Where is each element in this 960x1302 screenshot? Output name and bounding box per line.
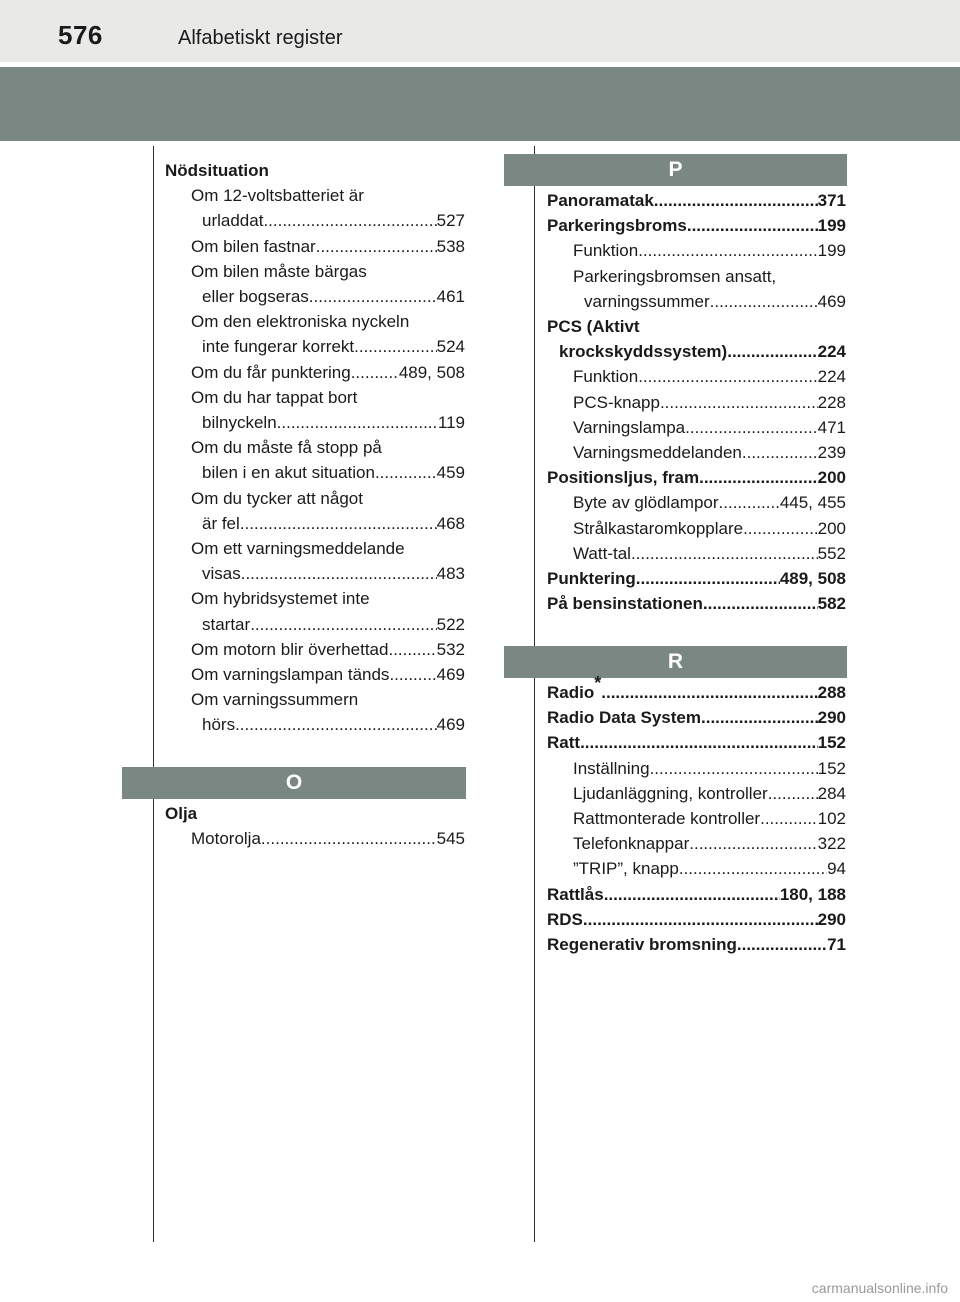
header-bar [0,0,960,62]
section-header-p: P [504,154,847,186]
entry-text: På bensinstationen [547,594,703,614]
page-reference: 119 [437,413,465,432]
page-reference: 545 [436,829,465,849]
right-column-rule [534,146,535,1242]
entry-text: Om ett varningsmeddelande [191,539,405,558]
page-reference: 469 [436,715,465,735]
footnote-marker: * [594,673,602,694]
page-reference: 538 [436,236,465,256]
leader-dots [689,833,817,855]
page-reference: 200 [817,468,846,488]
page-reference: 371 [817,191,846,210]
entry-text: Radio* [547,673,602,702]
leader-dots [604,884,780,906]
leader-dots [710,291,818,313]
index-entry [547,316,846,338]
page-reference: 527 [436,211,465,231]
leader-dots [277,412,438,434]
entry-text: Om du har tappat bort [191,387,358,407]
leader-dots [241,563,437,585]
page-reference: 224 [817,342,846,362]
index-entry [191,538,465,560]
index-entry [202,563,465,585]
leader-dots [583,909,818,931]
index-entry [573,266,846,288]
index-entry [547,934,846,956]
index-entry [547,884,846,906]
leader-dots [703,593,818,615]
leader-dots [687,215,818,237]
leader-dots [388,639,436,661]
leader-dots [389,664,436,686]
section-header-o: O [122,767,466,799]
entry-text: Parkeringsbromsen ansatt, [573,266,777,286]
index-entry [547,467,846,489]
page-reference: 461 [436,287,465,306]
header-band [0,67,960,141]
leader-dots [679,858,827,880]
page-number: 576 [58,20,103,50]
entry-text: Regenerativ bromsning [547,935,737,954]
entry-text: ”TRIP”, knapp [573,859,679,879]
entry-text: Varningslampa [573,417,686,437]
page-reference: 459 [436,463,465,483]
page-reference: 199 [817,216,846,236]
entry-text: Om du tycker att något [191,488,363,508]
index-entry [202,210,465,232]
page-reference: 468 [436,513,465,533]
page-reference: 532 [436,639,465,659]
leader-dots [309,286,437,308]
page-reference: 469 [436,665,465,684]
page-reference: 228 [817,392,846,412]
index-entry [584,291,846,313]
page-reference: 71 [827,935,846,954]
index-entry [547,732,846,754]
page-reference: 445, 455 [779,493,846,513]
leader-dots [250,614,436,636]
leader-dots [638,240,817,262]
index-entry [573,518,846,540]
entry-text: Rattmonterade kontroller [573,809,761,828]
leader-dots [727,341,817,363]
leader-dots [601,682,817,704]
entry-text: Om hybridsystemet inte [191,589,370,609]
index-entry [547,593,846,615]
leader-dots [660,392,818,414]
leader-dots [375,462,437,484]
page-reference: 224 [817,367,846,387]
entry-text: krockskyddssystem) [559,342,728,362]
index-entry [191,185,465,207]
index-entry [202,462,465,484]
index-entry [191,311,465,333]
entry-text: Watt-tal [573,543,631,563]
entry-text: Varningsmeddelanden [573,443,742,462]
entry-text: Nödsituation [165,161,269,180]
entry-text: Telefonknappar [573,834,690,854]
leader-dots [654,190,818,212]
leader-dots [316,236,437,258]
entry-text: inte fungerar korrekt [202,337,355,357]
entry-text: Radio Data System [547,708,701,728]
index-entry [547,215,846,237]
page-reference: 471 [817,417,846,437]
entry-text: Om motorn blir överhettad [191,639,389,659]
entry-text: Panoramatak [547,191,654,210]
entry-text: Om varningssummern [191,690,359,710]
page-reference: 582 [817,594,846,614]
page-reference: 489, 508 [779,569,846,588]
page-reference: 290 [817,909,846,929]
entry-text: Funktion [573,241,639,261]
index-entry [573,240,846,262]
index-entry [191,828,465,850]
entry-text: Ratt [547,733,581,753]
entry-text: bilen i en akut situation [202,463,375,483]
page-reference: 239 [817,443,846,462]
index-entry [573,366,846,388]
entry-text: är fel [202,513,240,533]
index-entry [202,286,465,308]
leader-dots [240,513,437,535]
entry-text: Rattlås [547,884,604,904]
entry-text: Om du måste få stopp på [191,438,382,458]
entry-text: Punktering [547,569,636,588]
entry-text: varningssummer [584,291,710,311]
page-reference: 522 [436,614,465,634]
entry-text: Om du får punktering [191,362,351,382]
leader-dots [743,518,818,540]
entry-text: Strålkastaromkopplare [573,518,744,538]
page-reference: 489, 508 [398,362,465,382]
index-entry [191,362,465,384]
leader-dots [580,732,818,754]
index-entry [573,808,846,830]
entry-text: Om 12-voltsbatteriet är [191,186,364,206]
leader-dots [699,467,818,489]
entry-text: Positionsljus, fram [547,468,700,488]
entry-text: Om bilen måste bärgas [191,261,367,281]
leader-dots [235,714,437,736]
entry-text: PCS-knapp [573,392,660,412]
leader-dots [768,783,818,805]
leader-dots [631,543,818,565]
index-entry [202,412,465,434]
page-reference: 152 [817,733,846,753]
index-entry [547,909,846,931]
entry-text: Funktion [573,367,639,387]
index-entry [202,714,465,736]
index-entry [573,492,846,514]
page-reference: 290 [817,708,846,728]
entry-text: Om den elektroniska nyckeln [191,312,410,332]
leader-dots [261,828,437,850]
index-entry [547,568,846,590]
entry-text: Om bilen fastnar [191,236,316,256]
index-entry [573,417,846,439]
page-reference: 552 [817,543,846,563]
index-entry [191,387,465,409]
index-entry [191,261,465,283]
leader-dots [650,758,818,780]
entry-text: bilnyckeln [202,413,277,432]
index-entry [573,783,846,805]
leader-dots [737,934,827,956]
left-column-rule [153,146,154,1242]
footer-watermark: carmanualsonline.info [811,1280,948,1296]
index-entry [573,392,846,414]
index-entry [202,513,465,535]
index-entry [547,190,846,212]
entry-text: Inställning [573,758,650,778]
entry-text: Olja [165,804,198,823]
entry-text: urladdat [202,211,264,231]
leader-dots [351,362,399,384]
page-title: Alfabetiskt register [178,27,343,49]
index-entry [191,664,465,686]
index-entry [547,707,846,729]
leader-dots [263,210,436,232]
entry-text: RDS [547,909,583,929]
index-entry [573,858,846,880]
page-reference: 180, 188 [779,884,846,904]
page-reference: 469 [817,291,846,311]
index-entry [573,442,846,464]
page-reference: 200 [817,518,846,538]
page-reference: 284 [817,783,846,803]
leader-dots [685,417,817,439]
entry-text: Om varningslampan tänds [191,665,390,684]
leader-dots [638,366,817,388]
entry-text: Ljudanläggning, kontroller [573,783,768,803]
index-entry [573,758,846,780]
leader-dots [701,707,818,729]
index-entry [191,236,465,258]
index-entry [191,437,465,459]
index-entry [573,543,846,565]
page-reference: 102 [817,809,846,828]
page-reference: 524 [436,337,465,357]
leader-dots [636,568,780,590]
page-reference: 152 [817,758,846,778]
entry-text: Byte av glödlampor [573,493,719,513]
index-entry [191,488,465,510]
index-entry [573,833,846,855]
entry-text: Parkeringsbroms [547,216,687,236]
leader-dots [760,808,818,830]
page-reference: 288 [817,683,846,702]
entry-text: eller bogseras [202,287,309,306]
entry-text: hörs [202,715,236,735]
index-entry [547,673,846,704]
entry-text: Motorolja [191,829,261,849]
index-entry [559,341,846,363]
page-reference: 483 [436,564,465,584]
entry-text: visas [202,564,241,584]
leader-dots [354,336,436,358]
leader-dots [742,442,818,464]
entry-text: PCS (Aktivt [547,317,640,336]
section-header-r: R [504,646,847,678]
entry-text: startar [202,614,251,634]
index-entry [165,803,465,825]
index-entry [202,614,465,636]
index-entry [165,160,465,182]
index-entry [191,689,465,711]
index-entry [191,639,465,661]
index-entry [202,336,465,358]
page-reference: 94 [827,859,846,879]
leader-dots [719,492,780,514]
index-entry [191,588,465,610]
page-reference: 199 [817,241,846,261]
page-reference: 322 [817,834,846,854]
